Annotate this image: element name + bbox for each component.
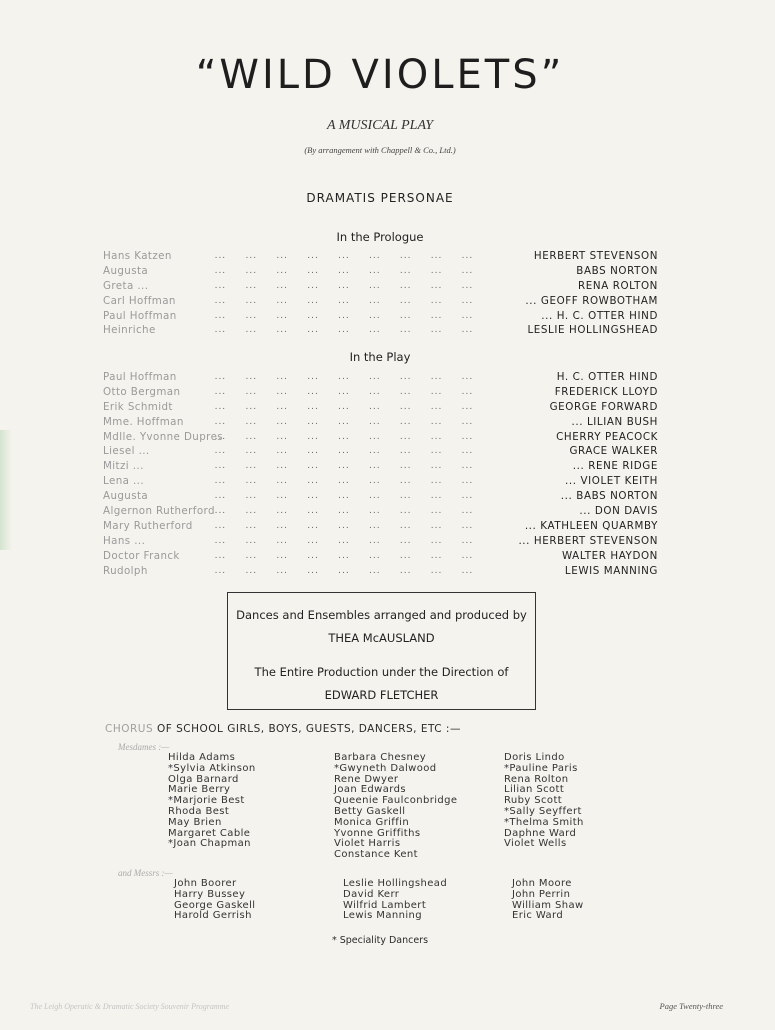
messrs-label: and Messrs :—: [118, 868, 173, 878]
cast-actor: HERBERT STEVENSON: [530, 249, 658, 264]
leader-dots: ... ... ... ... ... ... ... ... ...: [203, 550, 474, 561]
cast-actor: LESLIE HOLLINGSHEAD: [523, 323, 658, 338]
cast-actor: H. C. OTTER HIND: [553, 370, 658, 385]
mesdames-column-3: [504, 753, 584, 850]
chorus-member: Rhoda Best: [168, 805, 230, 817]
chorus-heading-text: OF SCHOOL GIRLS, BOYS, GUESTS, DANCERS, ETC :—: [153, 723, 461, 735]
chorus-member: Ruby Scott: [504, 795, 563, 807]
footer-page-number: Page Twenty-three: [659, 1001, 723, 1011]
chorus-member: Barbara Chesney: [334, 752, 427, 763]
cast-row: [103, 430, 658, 445]
leader-dots: ... ... ... ... ... ... ... ... ...: [203, 535, 474, 546]
cast-actor: ... DON DAVIS: [575, 504, 658, 519]
leader-dots: ... ... ... ... ... ... ... ... ...: [203, 265, 474, 276]
cast-actor: RENA ROLTON: [574, 279, 658, 294]
cast-actor: ... BABS NORTON: [557, 489, 658, 504]
chorus-member: John Perrin: [512, 888, 571, 900]
cast-actor: ... GEOFF ROWBOTHAM: [521, 294, 658, 309]
chorus-member: Olga Barnard: [168, 773, 239, 785]
leader-dots: ... ... ... ... ... ... ... ... ...: [203, 251, 474, 261]
chorus-member: *Thelma Smith: [504, 816, 584, 828]
prologue-heading: In the Prologue: [336, 230, 424, 244]
cast-actor: GRACE WALKER: [565, 444, 658, 459]
cast-actor: CHERRY PEACOCK: [552, 430, 658, 445]
leader-dots: ... ... ... ... ... ... ... ... ...: [203, 565, 474, 576]
cast-row: [103, 519, 658, 534]
credits-line-direction: The Entire Production under the Direction of: [254, 665, 509, 679]
page-subtitle: A MUSICAL PLAY: [326, 118, 434, 133]
chorus-heading: [105, 723, 461, 735]
chorus-member: Queenie Faulconbridge: [334, 795, 458, 807]
cast-row: [103, 385, 658, 400]
cast-role: Erik Schmidt: [103, 400, 173, 413]
chorus-member: Lewis Manning: [343, 910, 422, 922]
chorus-member: William Shaw: [512, 899, 584, 911]
cast-actor: FREDERICK LLOYD: [551, 385, 658, 400]
cast-role: Greta ...: [103, 279, 149, 292]
chorus-member: John Moore: [512, 878, 572, 889]
cast-actor: WALTER HAYDON: [558, 549, 658, 564]
chorus-member: Joan Edwards: [334, 784, 406, 796]
cast-role: Otto Bergman: [103, 385, 181, 398]
credits-box: [227, 592, 536, 710]
cast-row: [103, 504, 658, 519]
cast-row: [103, 279, 658, 294]
cast-row: [103, 249, 658, 264]
cast-row: [103, 444, 658, 459]
chorus-member: Hilda Adams: [168, 752, 236, 763]
cast-row: [103, 474, 658, 489]
cast-role: Carl Hoffman: [103, 294, 176, 307]
cast-row: [103, 549, 658, 564]
chorus-member: Monica Griffin: [334, 816, 410, 828]
arrangement-note: (By arrangement with Chappell & Co., Ltd.): [304, 145, 456, 155]
messrs-column-2: [343, 879, 447, 922]
cast-role: Heinriche: [103, 324, 156, 337]
cast-role: Mitzi ...: [103, 460, 144, 473]
chorus-member: Rene Dwyer: [334, 773, 399, 785]
cast-role: Doctor Franck: [103, 549, 180, 562]
chorus-member: *Sally Seyffert: [504, 805, 582, 817]
cast-row: [103, 400, 658, 415]
leader-dots: ... ... ... ... ... ... ... ... ...: [203, 416, 474, 427]
cast-actor: LEWIS MANNING: [561, 564, 658, 579]
cast-row: [103, 294, 658, 309]
credits-line-dances: Dances and Ensembles arranged and produced by: [236, 608, 527, 622]
chorus-member: Marie Berry: [168, 784, 231, 796]
chorus-member: Harold Gerrish: [174, 910, 252, 922]
leader-dots: ... ... ... ... ... ... ... ... ...: [203, 476, 474, 487]
cast-role: Augusta: [103, 490, 149, 503]
cast-row: [103, 415, 658, 430]
cast-row: [103, 489, 658, 504]
play-cast-list: [103, 370, 658, 578]
chorus-member: Lilian Scott: [504, 784, 565, 796]
cast-actor: ... LILIAN BUSH: [567, 415, 658, 430]
chorus-member: *Marjorie Best: [168, 795, 245, 807]
chorus-member: George Gaskell: [174, 899, 256, 911]
chorus-member: Violet Harris: [334, 838, 401, 850]
chorus-member: Doris Lindo: [504, 752, 565, 763]
cast-row: [103, 370, 658, 385]
credits-name-director: EDWARD FLETCHER: [324, 688, 439, 702]
cast-role: Hans Katzen: [103, 250, 172, 262]
chorus-member: Wilfrid Lambert: [343, 899, 427, 911]
prologue-cast-list: [103, 249, 658, 338]
cast-role: Paul Hoffman: [103, 309, 177, 322]
cast-actor: BABS NORTON: [572, 264, 658, 279]
chorus-member: Daphne Ward: [504, 827, 577, 839]
chorus-member: Betty Gaskell: [334, 805, 406, 817]
cast-role: Algernon Rutherford: [103, 505, 215, 518]
chorus-member: John Boorer: [174, 878, 237, 889]
chorus-member: *Sylvia Atkinson: [168, 762, 256, 774]
play-heading: In the Play: [349, 350, 411, 364]
cast-role: Liesel ...: [103, 445, 150, 458]
cast-role: Paul Hoffman: [103, 371, 177, 383]
leader-dots: ... ... ... ... ... ... ... ... ...: [203, 491, 474, 502]
leader-dots: ... ... ... ... ... ... ... ... ...: [203, 386, 474, 397]
credits-name-choreographer: THEA McAUSLAND: [328, 631, 435, 645]
speciality-note: * Speciality Dancers: [331, 935, 429, 946]
chorus-member: Violet Wells: [504, 838, 567, 850]
chorus-member: *Pauline Paris: [504, 762, 578, 774]
chorus-heading-faded: CHORUS: [105, 723, 154, 735]
dramatis-heading: DRAMATIS PERSONAE: [306, 191, 454, 205]
mesdames-column-2: [334, 753, 457, 861]
cast-role: Mme. Hoffman: [103, 415, 184, 428]
cast-row: [103, 564, 658, 579]
cast-actor: ... HERBERT STEVENSON: [514, 534, 658, 549]
messrs-column-1: [174, 879, 255, 922]
leader-dots: ... ... ... ... ... ... ... ... ...: [203, 295, 474, 306]
chorus-member: May Brien: [168, 816, 222, 828]
cast-actor: ... KATHLEEN QUARMBY: [521, 519, 658, 534]
page-stain: [0, 430, 12, 550]
chorus-member: Constance Kent: [334, 849, 418, 861]
leader-dots: ... ... ... ... ... ... ... ... ...: [203, 325, 474, 336]
cast-row: [103, 264, 658, 279]
chorus-member: David Kerr: [343, 888, 400, 900]
cast-row: [103, 459, 658, 474]
leader-dots: ... ... ... ... ... ... ... ... ...: [203, 446, 474, 457]
chorus-member: *Gwyneth Dalwood: [334, 762, 437, 774]
cast-role: Lena ...: [103, 475, 145, 488]
cast-role: Mdlle. Yvonne Dupres: [103, 430, 224, 443]
leader-dots: ... ... ... ... ... ... ... ... ...: [203, 506, 474, 517]
cast-row: [103, 323, 658, 338]
leader-dots: ... ... ... ... ... ... ... ... ...: [203, 280, 474, 291]
chorus-member: Yvonne Griffiths: [334, 827, 421, 839]
cast-actor: GEORGE FORWARD: [546, 400, 658, 415]
cast-role: Rudolph: [103, 564, 148, 577]
messrs-column-3: [512, 879, 584, 922]
chorus-member: *Joan Chapman: [168, 838, 251, 850]
mesdames-label: Mesdames :—: [118, 742, 170, 752]
cast-row: [103, 534, 658, 549]
cast-actor: ... RENE RIDGE: [569, 459, 658, 474]
cast-role: Mary Rutherford: [103, 519, 193, 532]
chorus-member: Eric Ward: [512, 910, 564, 922]
cast-role: Augusta: [103, 264, 149, 277]
page-title: “WILD VIOLETS”: [195, 52, 565, 98]
leader-dots: ... ... ... ... ... ... ... ... ...: [203, 520, 474, 531]
leader-dots: ... ... ... ... ... ... ... ... ...: [203, 372, 474, 382]
chorus-member: Margaret Cable: [168, 827, 251, 839]
leader-dots: ... ... ... ... ... ... ... ... ...: [203, 461, 474, 472]
leader-dots: ... ... ... ... ... ... ... ... ...: [203, 431, 474, 442]
chorus-member: Rena Rolton: [504, 773, 569, 785]
cast-row: [103, 309, 658, 324]
leader-dots: ... ... ... ... ... ... ... ... ...: [203, 310, 474, 321]
chorus-member: Leslie Hollingshead: [343, 878, 448, 889]
cast-role: Hans ...: [103, 534, 146, 547]
chorus-member: Harry Bussey: [174, 888, 246, 900]
cast-actor: ... VIOLET KEITH: [561, 474, 658, 489]
footer-programme-title: The Leigh Operatic & Dramatic Society Souvenir Programme: [30, 1002, 230, 1011]
leader-dots: ... ... ... ... ... ... ... ... ...: [203, 401, 474, 412]
cast-actor: ... H. C. OTTER HIND: [537, 309, 658, 324]
mesdames-column-1: [168, 753, 256, 850]
